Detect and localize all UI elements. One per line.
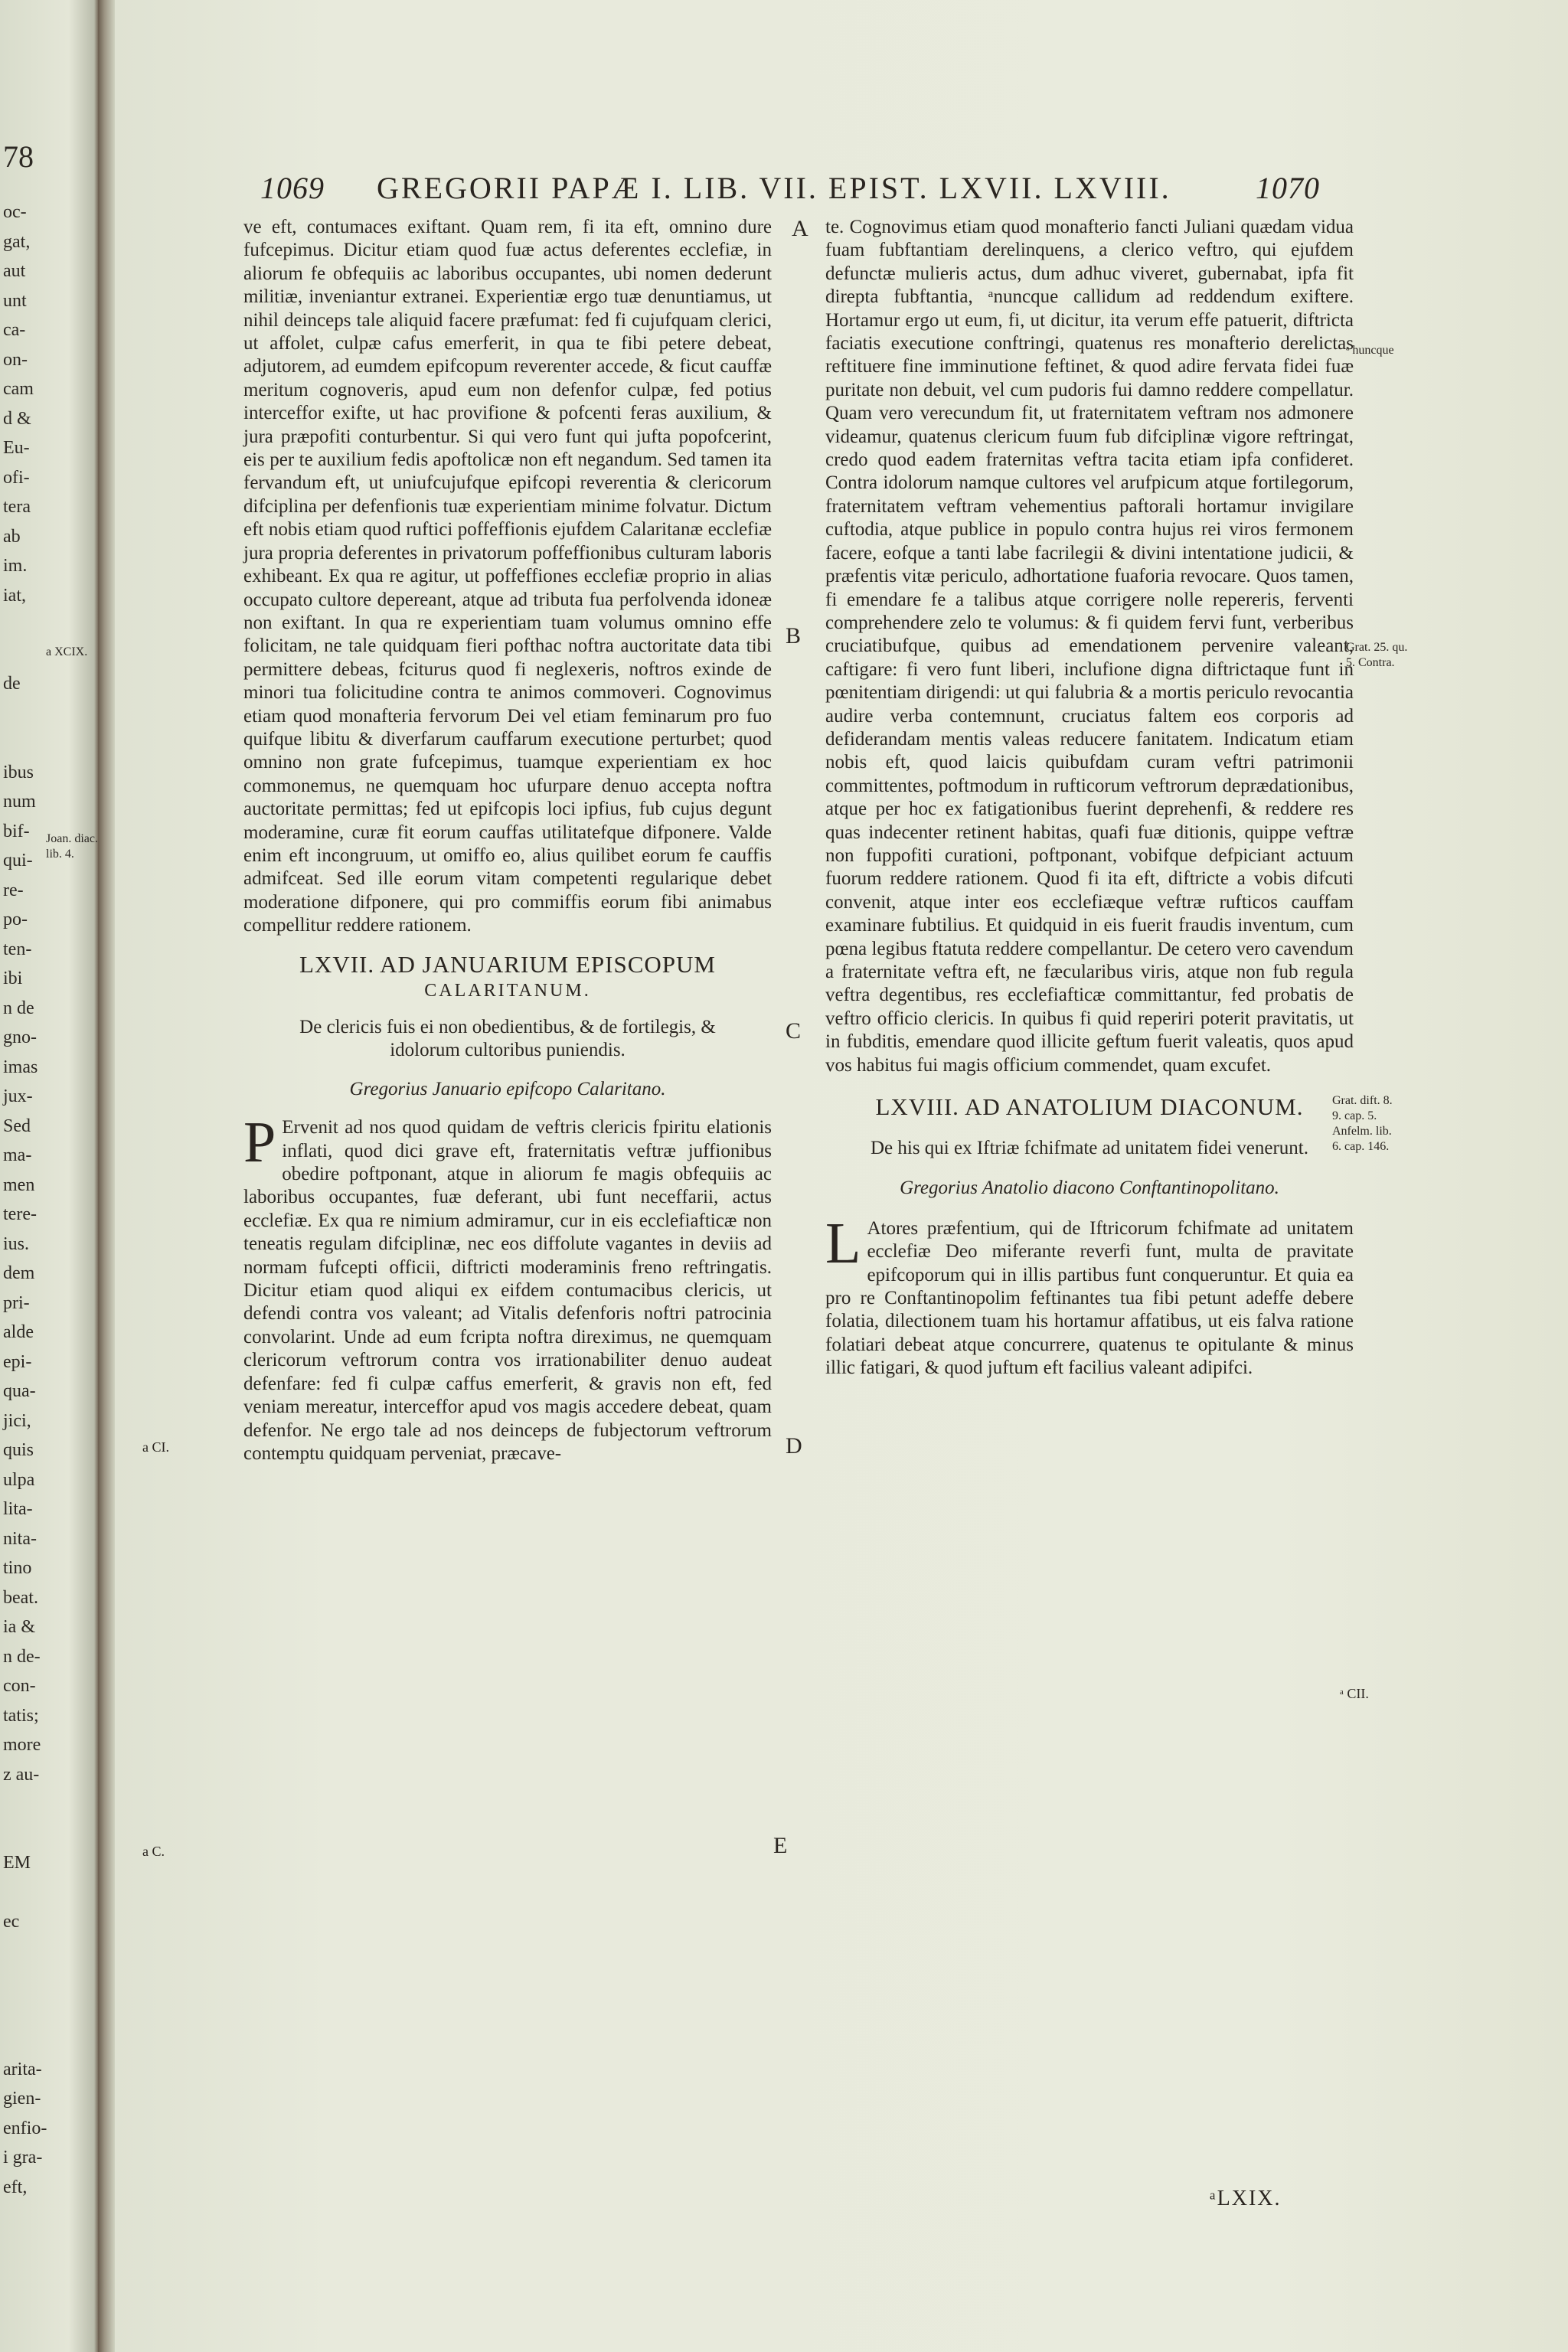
body-text: te. Cognovimus etiam quod monafterio fancti Juliani quædam vidua fuam fubftantiam derelinquens, a clerico veftro, qui ejufdem defunctæ mulieris actus, dum adhuc viveret, gubernabat, ipfa fit direpta fubftantia, ᵃnuncque callidum ad reddendum exiftere. Hortamur ergo ut eum, fi, ut dicitur, ita verum effe patuerit, diftricta faciatis executione conftringi, quatenus res monafterio derelictas reftituere fine imminutione feftinet, & quod adire fervata fidei fuæ puritate non debuit, vel cum pudoris fui damno reddere compellatur. Quam vero verecundum fit, ut fraternitatem veftram nos admonere videamur, quatenus clericum fuum fub difciplinæ vigore reftringat, credo quod eadem fraternitas veftra tacita etiam ipfa confideret. Contra idolorum namque cultores vel arufpicum atque fortilegorum, fraternitatem veftram vehementius paftorali hortamur invigilare cuftodia, atque publice in populo contra hujus rei viros fermonem facere, eofque a tanti labe facrilegii & divini intentatione judicii, & præfentis vitæ periculo, adhortatione fuaforia revocare. Quos tamen, fi emendare fe a talibus atque corrigere nolle repereris, ferventi comprehendere zelo te volumus: & fi quidem fervi funt, verberibus cruciatibufque, quibus ad emendationem pervenire valeant, caftigare: fi vero funt liberi, inclufione digna diftrictaque funt in pœnitentiam dirigendi: ut qui falubria & a mortis periculo revocantia audire verba contemnunt, cruciatus faltem eos corporis ad defiderandam mentis valeas reducere fanitatem. Indicatum etiam nobis eft, quod laicis quibufdam curam veftri patrimonii committentes, poftmodum in rufticorum veftrorum deprædationibus, atque per hoc ex fatigationibus fuerint deprehenfi, & reddere res quas indecenter retinent habitas, quafi fuæ ditionis, quippe veftræ non fuppofiti curationi, poftponant, vobifque defpiciant actuum fuorum reddere rationem. Quod fi ita eft, diftricte a vobis difcuti convenit, atque inter eos ecclefiæque veftræ rufticos cauffam examinare fubtilius. Et quidquid in eis fuerit fraudis inventum, cum pœna legibus ftatuta reddere compellantur. De cetero vero cavendum a fraternitate veftra eft, ne fæcularibus viris, atque non fub regula veftra degentibus, res ecclefiafticæ committantur, fed probatis de veftro officio clericis. In quibus fi quid reperiri poterit pravitatis, ut in fubditis, emendare quod illicite geftum fuerit valeatis, quos apud vos habitus fui magis officium commendet, quam excufet. bbox=[825, 217, 1354, 1076]
epistle-title: LXVII. AD JANUARIUM EPISCOPUM bbox=[299, 950, 716, 978]
left-page-line-fragment: ab bbox=[3, 526, 21, 547]
left-page-line-fragment: imas bbox=[3, 1057, 38, 1077]
left-page-line-fragment: tera bbox=[3, 497, 31, 517]
left-page-line-fragment: men bbox=[3, 1174, 35, 1195]
left-page-line-fragment: aut bbox=[3, 261, 26, 281]
section-letter-b: B bbox=[786, 623, 802, 648]
left-page-line-fragment: d & bbox=[3, 408, 31, 429]
left-page-line-fragment: ibus bbox=[3, 762, 34, 782]
section-letter-e: E bbox=[773, 1833, 788, 1858]
epistle-body-text: Atores præfentium, qui de Iftricorum fchifmate ad unitatem ecclefiæ Deo miferante reverfi funt, multa de pravitate epifcoporum qui in illis partibus funt conqueruntur. Et quia ea pro re Conftantinopolim feftinantes tua fibi petunt adeffe debere folatia, dilectionem tuam his hortamur affatibus, ut eis falva ratione folatiari debeat atque concurrere, quatenus te opitulante & minus illic fatigari, & quod juftum eft facilius valeant adipifci. bbox=[825, 1217, 1354, 1379]
left-page-line-fragment: dem bbox=[3, 1263, 35, 1283]
section-letter-d: D bbox=[786, 1433, 802, 1459]
left-page-line-fragment: ulpa bbox=[3, 1469, 35, 1490]
left-page-number: 78 bbox=[3, 139, 34, 174]
left-page-line-fragment: oc- bbox=[3, 202, 27, 222]
page-number-right: 1070 bbox=[1256, 171, 1320, 205]
left-page-fragment bbox=[0, 0, 98, 2352]
left-page-line-fragment: Eu- bbox=[3, 438, 30, 458]
margin-gloss: ᵃ huncque bbox=[1346, 344, 1394, 357]
epistle-summary: De his qui ex Iftriæ fchifmate ad unitatem fidei venerunt. bbox=[870, 1138, 1309, 1159]
left-page-line-fragment: on- bbox=[3, 349, 28, 370]
epistle-inscription: Gregorius Januario epifcopo Calaritano. bbox=[349, 1078, 666, 1099]
epistle-title: LXVIII. AD ANATOLIUM DIACONUM. bbox=[875, 1093, 1304, 1121]
section-letter-a: A bbox=[792, 216, 808, 241]
left-page-line-fragment: ia & bbox=[3, 1617, 35, 1637]
epistle-body-text: Ervenit ad nos quod quidam de veftris clericis fpiritu elationis inflati, quod dici grave eft, fraternitatis veftræ juffionibus obedire poftponant, atque in aliorum fe magis obfequiis ac laboribus occupantes, fuæ deferant, ubi funt neceffarii, actus ecclefiæ. Ex qua re nimium admiramur, cur in eis ecclefiafticæ non teneatis regulam difciplinæ, nec eos diffolute vagantes in deviis ad normam fufcepti officii, diftricti moderaminis freno reftringatis. Dicitur etiam quod aliqui ex eifdem contumacibus clericis, ut defendi contra vos valeant; ad Vitalis defenforis noftri patrocinia convolarint. Unde ad eum fcripta noftra direximus, ne quemquam clericorum veftrorum contra vos irrationabiliter denuo audeat defenfare: fed fi culpæ caffus emerferit, & gravis non eft, fed veniam mereatur, interceffor apud vos magis accedere debeat, quam defenfor. Ne ergo tale ad nos deinceps de fubjectorum veftrorum contemptu quidquam perveniat, præcave- bbox=[243, 1117, 772, 1464]
epistle-body bbox=[825, 1210, 1354, 1380]
left-page-line-fragment: ma- bbox=[3, 1145, 32, 1165]
epistle-body bbox=[243, 1110, 772, 1465]
left-page-line-fragment: quis bbox=[3, 1440, 34, 1460]
left-page-line-fragment: po- bbox=[3, 910, 28, 929]
margin-number: ᵃ CII. bbox=[1340, 1686, 1369, 1701]
text-column-left bbox=[243, 216, 772, 1465]
book-gutter bbox=[98, 0, 115, 2352]
left-page-line-fragment: lita- bbox=[3, 1499, 33, 1519]
left-page-line-fragment: iat, bbox=[3, 585, 26, 606]
left-page-line-fragment: n de bbox=[3, 998, 34, 1018]
left-page-line-fragment: num bbox=[3, 792, 36, 812]
margin-gloss: Grat. dift. 8. 9. cap. 5. Anfelm. lib. 6. cap. 146. bbox=[1332, 1094, 1393, 1153]
catchword: ᵃLXIX. bbox=[1210, 2187, 1282, 2210]
left-page-line-fragment: ca- bbox=[3, 320, 26, 340]
left-page-line-fragment: arita- bbox=[3, 2059, 42, 2079]
left-page-line-fragment: enfio- bbox=[3, 2118, 47, 2138]
section-letter-c: C bbox=[786, 1018, 802, 1044]
left-page-line-fragment: Sed bbox=[3, 1116, 31, 1136]
left-margin-note: a XCIX. bbox=[46, 645, 88, 658]
running-header bbox=[260, 170, 1320, 205]
body-text: ve eft, contumaces exiftant. Quam rem, fi ita eft, omnino dure fufcepimus. Dicitur etiam quod fuæ actus deferentes ecclefiæ, in aliorum fe obfequiis ac laboribus occupantes, ubi nomen dederunt militiæ, inveniantur extranei. Experientiæ ergo tuæ denuntiamus, ut nihil deinceps tale aliquid facere præfumat: fed fi cujufquam clerici, ut affolet, culpæ cafus emerferit, in qua te fibi petere debeat, adjutorem, ad eumdem epifcopum reverenter accede, & ficut cauffæ meritum cognoveris, apud eum non defenfor culpæ, fed potius interceffor exifte, ut hac provifione & pofcenti feras auxilium, & jura præpofiti conturbentur. Si qui vero funt qui jufta popofcerint, eis per te auxilium fedis apoftolicæ non eft negandum. Sed tamen ita fervandum eft, ut uniufcujufque epifcopi reverentia & clericorum difciplina per defenfionis tuæ experientiam minime folvatur. Dictum eft nobis etiam quod ruftici poffeffionis ejufdem Calaritanæ ecclefiæ jura propria deferentes in privatorum poffeffionibus culturam laboris exhibeant. Ex qua re agitur, ut poffeffiones ecclefiæ proprio in alias occupato cultore depereant, atque ad tributa fua perfolvenda idoneæ non exiftant. In qua re experientiam tuam volumus omnino effe folicitam, ne tale quidquam fieri pofthac noftra auctoritate data tibi permittere debeas, fciturus quod fi neglexeris, noftros exinde de minori tua folicitudine contra te animos commoveri. Cognovimus etiam quod monafteria fervorum Dei vel etiam feminarum pro fuo quifque libitu & diverfarum cauffarum executione perturbet; quod omnino non grate fufcepimus, tuamque experientiam ex hoc commonemus, ne quemquam hoc ufurpare denuo accepta noftra auctoritate permittas; fed ut epifcopis loci ipfius, fub cujus degunt moderamine, curæ fit eorum cauffas utilitatefque difponere. Valde enim eft incongruum, ut omiffo eo, alius quilibet eorum fe cauffis admifceat. Sed ille eorum vitam competenti regularique debet moderatione difponere, qui pro commiffis eorum fibi animabus compellitur reddere rationem. bbox=[243, 217, 772, 936]
epistle-title-continued: CALARITANUM. bbox=[424, 980, 591, 1001]
epistle-inscription: Gregorius Anatolio diacono Conftantinopolitano. bbox=[900, 1178, 1279, 1199]
left-page-line-fragment: alde bbox=[3, 1322, 34, 1342]
left-page-line-fragment: epi- bbox=[3, 1351, 32, 1372]
left-page-line-fragment: tino bbox=[3, 1558, 32, 1578]
page-number-left: 1069 bbox=[260, 171, 325, 205]
drop-capital: P bbox=[243, 1110, 276, 1175]
left-page-line-fragment: ofi- bbox=[3, 467, 30, 488]
left-page-line-fragment: beat. bbox=[3, 1587, 38, 1608]
left-page-line-fragment: ius. bbox=[3, 1233, 30, 1254]
running-title: GREGORII PAPÆ I. LIB. VII. EPIST. LXVII. LXVIII. bbox=[377, 171, 1171, 205]
left-page-line-fragment: jici, bbox=[3, 1410, 31, 1431]
drop-capital: L bbox=[825, 1210, 861, 1276]
left-page-line-fragment: unt bbox=[3, 290, 27, 311]
left-page-line-fragment: cam bbox=[3, 379, 34, 399]
left-page-line-fragment: bif- bbox=[3, 821, 30, 841]
left-page-line-fragment: qui- bbox=[3, 851, 33, 871]
left-page-line-fragment: n de- bbox=[3, 1646, 41, 1667]
left-page-line-fragment: tere- bbox=[3, 1204, 37, 1224]
text-column-right bbox=[825, 216, 1354, 1380]
left-margin-note: a C. bbox=[142, 1844, 165, 1859]
left-page-line-fragment: gien- bbox=[3, 2089, 41, 2109]
left-page-line-fragment: eft, bbox=[3, 2177, 28, 2197]
left-page-line-fragment: EM bbox=[3, 1853, 31, 1873]
left-page-line-fragment: ibi bbox=[3, 969, 23, 988]
left-page-line-fragment: z au- bbox=[3, 1764, 40, 1785]
epistle-summary: De clericis fuis ei non obedientibus, & de fortilegis, & idolorum cultoribus puniendis. bbox=[299, 1017, 716, 1061]
left-page-line-fragment: qua- bbox=[3, 1381, 36, 1401]
left-page-line-fragment: im. bbox=[3, 556, 28, 576]
left-page-line-fragment: de bbox=[3, 674, 21, 694]
left-page-line-fragment: pri- bbox=[3, 1292, 30, 1313]
left-page-line-fragment: gno- bbox=[3, 1027, 37, 1047]
left-page-line-fragment: con- bbox=[3, 1676, 36, 1696]
left-page-line-fragment: ec bbox=[3, 1912, 20, 1932]
left-page-line-fragment: gat, bbox=[3, 231, 31, 252]
margin-gloss: Grat. 25. qu. 5. Contra. bbox=[1346, 641, 1408, 669]
left-page-line-fragment: more bbox=[3, 1735, 41, 1755]
left-margin-note: Joan. diac. lib. 4. bbox=[46, 832, 98, 861]
left-page-line-fragment: nita- bbox=[3, 1528, 37, 1549]
left-page-line-fragment: i gra- bbox=[3, 2148, 43, 2167]
left-margin-note: a CI. bbox=[142, 1439, 169, 1455]
left-page-line-fragment: jux- bbox=[3, 1086, 33, 1106]
left-page-line-fragment: ten- bbox=[3, 939, 32, 959]
left-page-line-fragment: tatis; bbox=[3, 1705, 39, 1726]
left-page-line-fragment: re- bbox=[3, 880, 24, 900]
